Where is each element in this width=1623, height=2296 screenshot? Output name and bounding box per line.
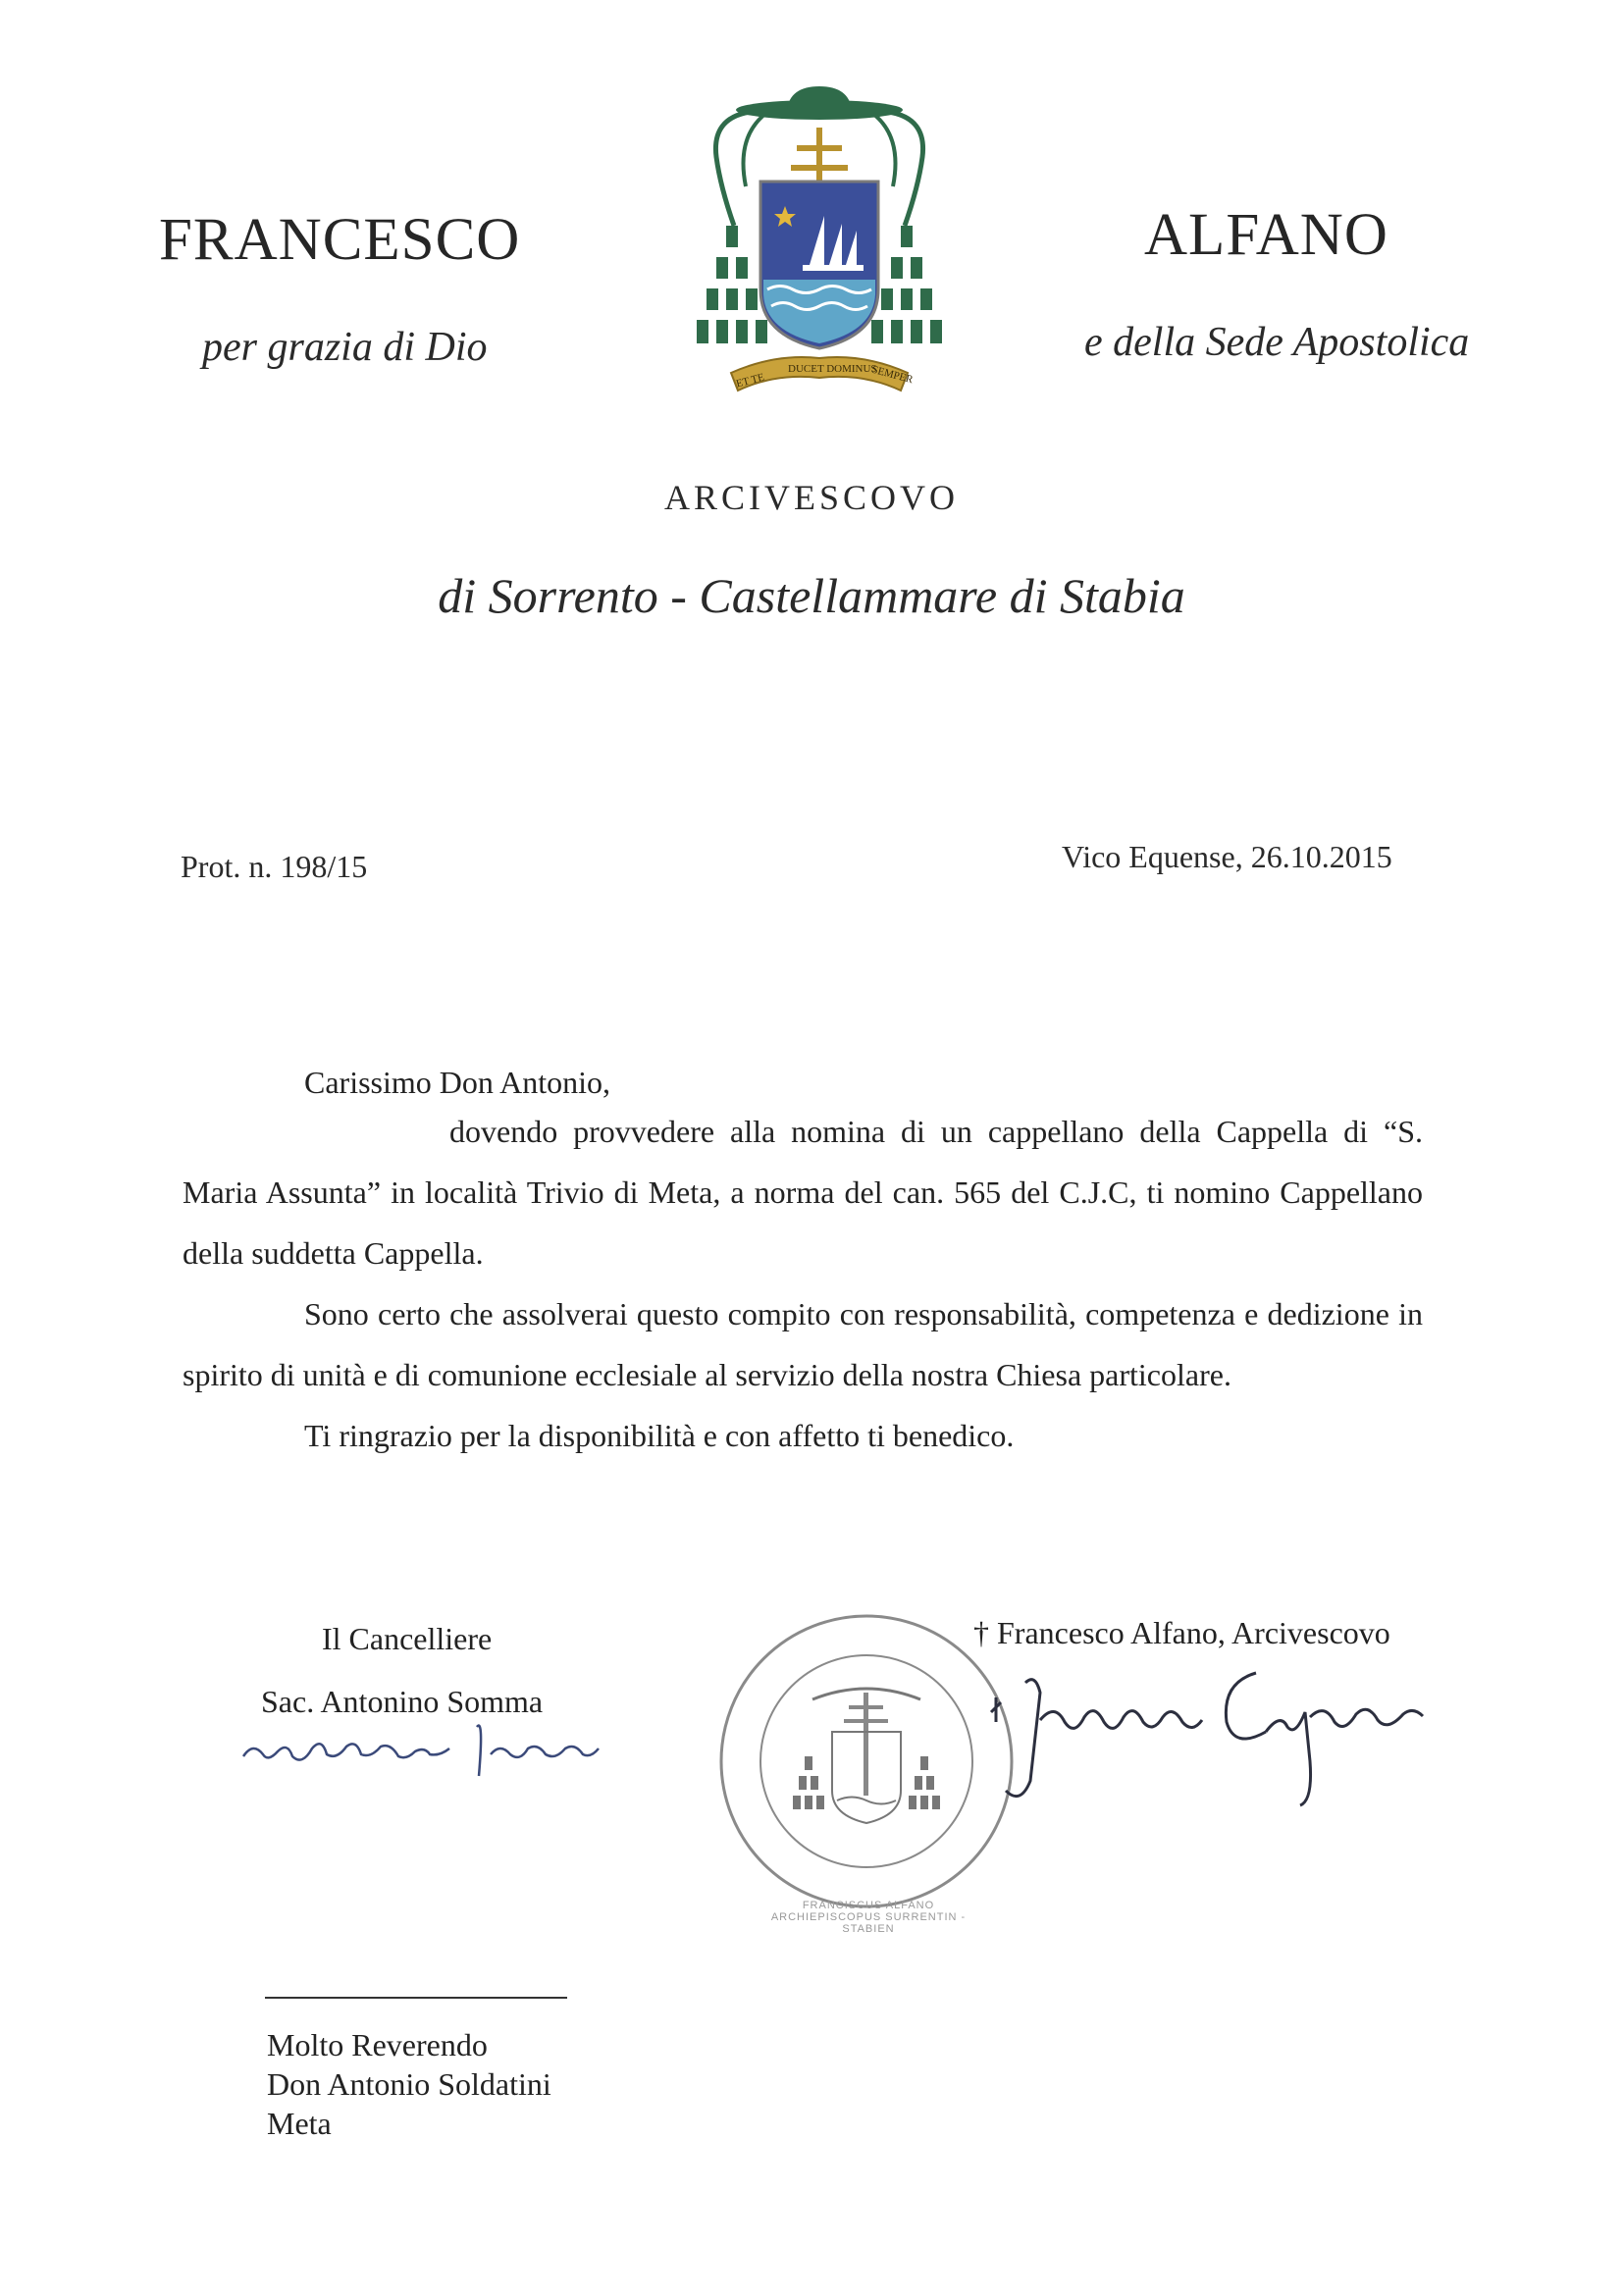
paragraph-3: Ti ringrazio per la disponibilità e con affetto ti benedico. xyxy=(304,1418,1015,1453)
paragraph-2: Sono certo che assolverai questo compito con responsabilità, competenza e dedizione in spirito di unità e di comunione ecclesiale al servizio della nostra Chiesa particolare. xyxy=(183,1296,1423,1392)
place-date: Vico Equense, 26.10.2015 xyxy=(1062,839,1392,874)
addressee-line-2: Don Antonio Soldatini xyxy=(267,2066,551,2102)
addressee xyxy=(267,2025,551,2143)
addressee-divider xyxy=(265,1997,567,1999)
paragraph-1: dovendo provvedere alla nomina di un cappellano della Cappella di “S. Maria Assunta” in località Trivio di Meta, a norma del can. 565 del C.J.C, ti nomino Cappellano della suddetta Cappella. xyxy=(183,1114,1423,1271)
motto-center: DUCET DOMINUS xyxy=(788,363,877,375)
office-title: ARCIVESCOVO xyxy=(663,478,960,517)
diocese-title: di Sorrento - Castellammare di Stabia xyxy=(438,568,1185,623)
first-name: FRANCESCO xyxy=(159,207,521,273)
archbishop-signature-label: † Francesco Alfano, Arcivescovo xyxy=(973,1615,1390,1650)
seal-legend: FRANCISCUS ALFANO ARCHIEPISCOPUS SURRENTIN - STABIEN xyxy=(770,1900,967,1935)
motto-right: SEMPER xyxy=(870,363,915,387)
chancellor-signature xyxy=(234,1697,606,1786)
addressee-line-3: Meta xyxy=(267,2106,332,2141)
chancellor-role: Il Cancelliere xyxy=(322,1621,493,1656)
salutation: Carissimo Don Antonio, xyxy=(304,1065,611,1100)
addressee-line-1: Molto Reverendo xyxy=(267,2027,488,2062)
chancellor-name: Sac. Antonino Somma xyxy=(261,1684,544,1719)
letter-body xyxy=(183,1101,1423,1466)
last-name: ALFANO xyxy=(1144,202,1388,268)
archbishop-signature xyxy=(971,1644,1433,1810)
header-left-subtitle: per grazia di Dio xyxy=(202,325,488,370)
motto-left: ET TE xyxy=(734,371,766,391)
protocol-number: Prot. n. 198/15 xyxy=(181,849,368,884)
header-right-subtitle: e della Sede Apostolica xyxy=(1084,320,1470,365)
